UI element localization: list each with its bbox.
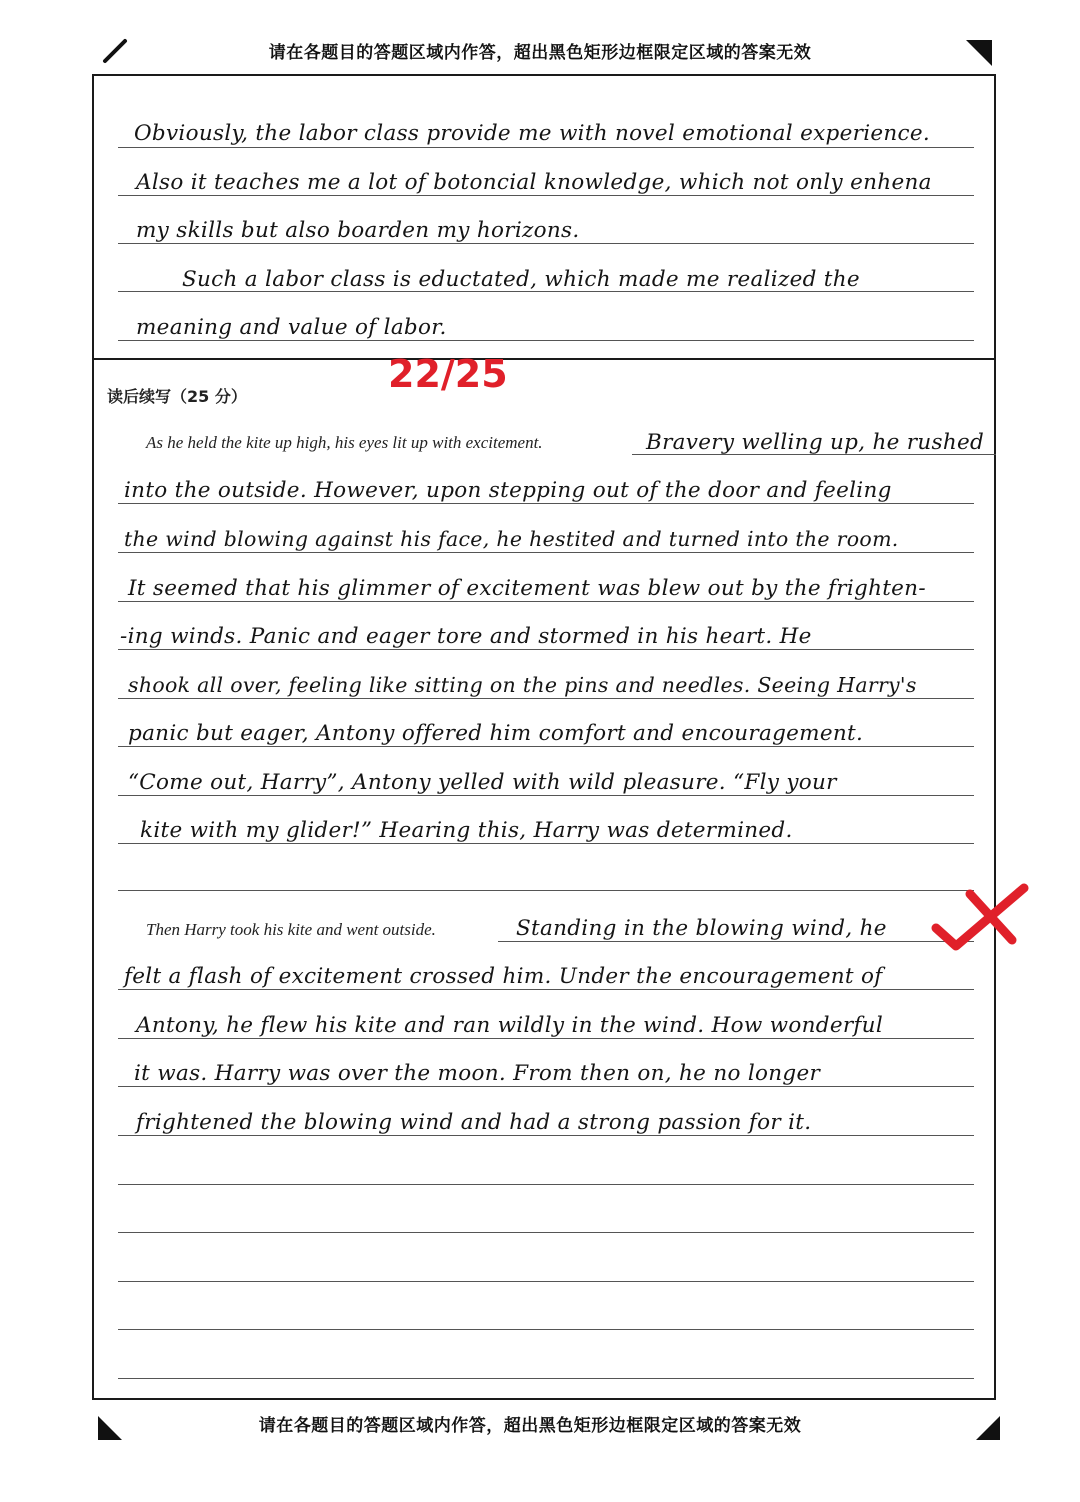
ruled-line <box>118 552 974 553</box>
footer-notice: 请在各题目的答题区域内作答，超出黑色矩形边框限定区域的答案无效 <box>258 1416 802 1436</box>
handwritten-line: frightened the blowing wind and had a strong passion for it. <box>136 1110 812 1135</box>
handwritten-line: the wind blowing against his face, he hestited and turned into the room. <box>124 527 899 551</box>
handwritten-line: Obviously, the labor class provide me with novel emotional experience. <box>134 121 931 146</box>
ruled-line <box>118 1281 974 1282</box>
corner-triangle-icon <box>976 1416 1000 1440</box>
handwritten-line: kite with my glider!” Hearing this, Harry was determined. <box>140 818 793 843</box>
handwritten-line: it was. Harry was over the moon. From then on, he no longer <box>134 1061 821 1086</box>
section-divider <box>92 358 996 360</box>
ruled-line <box>118 649 974 650</box>
header-notice: 请在各题目的答题区域内作答，超出黑色矩形边框限定区域的答案无效 <box>268 43 812 63</box>
handwritten-line: Antony, he flew his kite and ran wildly in the wind. How wonderful <box>136 1013 883 1038</box>
ruled-line <box>118 1378 974 1379</box>
ruled-line <box>118 1038 974 1039</box>
ruled-line <box>118 746 974 747</box>
ruled-line <box>118 340 974 341</box>
corner-triangle-icon <box>966 40 992 66</box>
paragraph-2-prompt: Then Harry took his kite and went outside. <box>146 920 436 939</box>
handwritten-line: into the outside. However, upon stepping out of the door and feeling <box>124 478 892 503</box>
ruled-line <box>118 503 974 504</box>
handwritten-line: felt a flash of excitement crossed him. Under the encouragement of <box>124 964 883 989</box>
handwritten-line: “Come out, Harry”, Antony yelled with wild pleasure. “Fly your <box>128 770 837 795</box>
ruled-line <box>118 195 974 196</box>
ruled-line <box>118 1086 974 1087</box>
ruled-line <box>118 1184 974 1185</box>
ruled-line <box>118 1135 974 1136</box>
ruled-line <box>118 243 974 244</box>
handwritten-line: shook all over, feeling like sitting on the pins and needles. Seeing Harry's <box>128 673 917 697</box>
ruled-line <box>118 890 974 891</box>
ruled-line <box>118 1329 974 1330</box>
handwritten-line: It seemed that his glimmer of excitement was blew out by the frighten- <box>128 576 926 601</box>
handwritten-line: Also it teaches me a lot of botoncial knowledge, which not only enhena <box>136 170 932 195</box>
handwritten-line: panic but eager, Antony offered him comfort and encouragement. <box>128 721 864 746</box>
ruled-line <box>118 147 974 148</box>
check-mark-icon <box>930 880 1030 960</box>
handwritten-line: Such a labor class is eductated, which made me realized the <box>182 267 860 292</box>
handwritten-line: meaning and value of labor. <box>136 315 447 340</box>
section-label: 读后续写（25 分） <box>107 387 247 406</box>
handwritten-line: Bravery welling up, he rushed <box>646 430 985 455</box>
ruled-line <box>118 989 974 990</box>
ruled-line <box>498 941 974 942</box>
handwritten-line: Standing in the blowing wind, he <box>516 916 887 941</box>
ruled-line <box>118 795 974 796</box>
paragraph-1-prompt: As he held the kite up high, his eyes lit up with excitement. <box>146 433 543 452</box>
ruled-line <box>118 601 974 602</box>
ruled-line <box>118 1232 974 1233</box>
score-mark: 22/25 <box>388 352 508 396</box>
ruled-line <box>118 698 974 699</box>
ruled-line <box>118 843 974 844</box>
handwritten-line: my skills but also boarden my horizons. <box>136 218 580 243</box>
handwritten-line: -ing winds. Panic and eager tore and stormed in his heart. He <box>120 624 812 649</box>
